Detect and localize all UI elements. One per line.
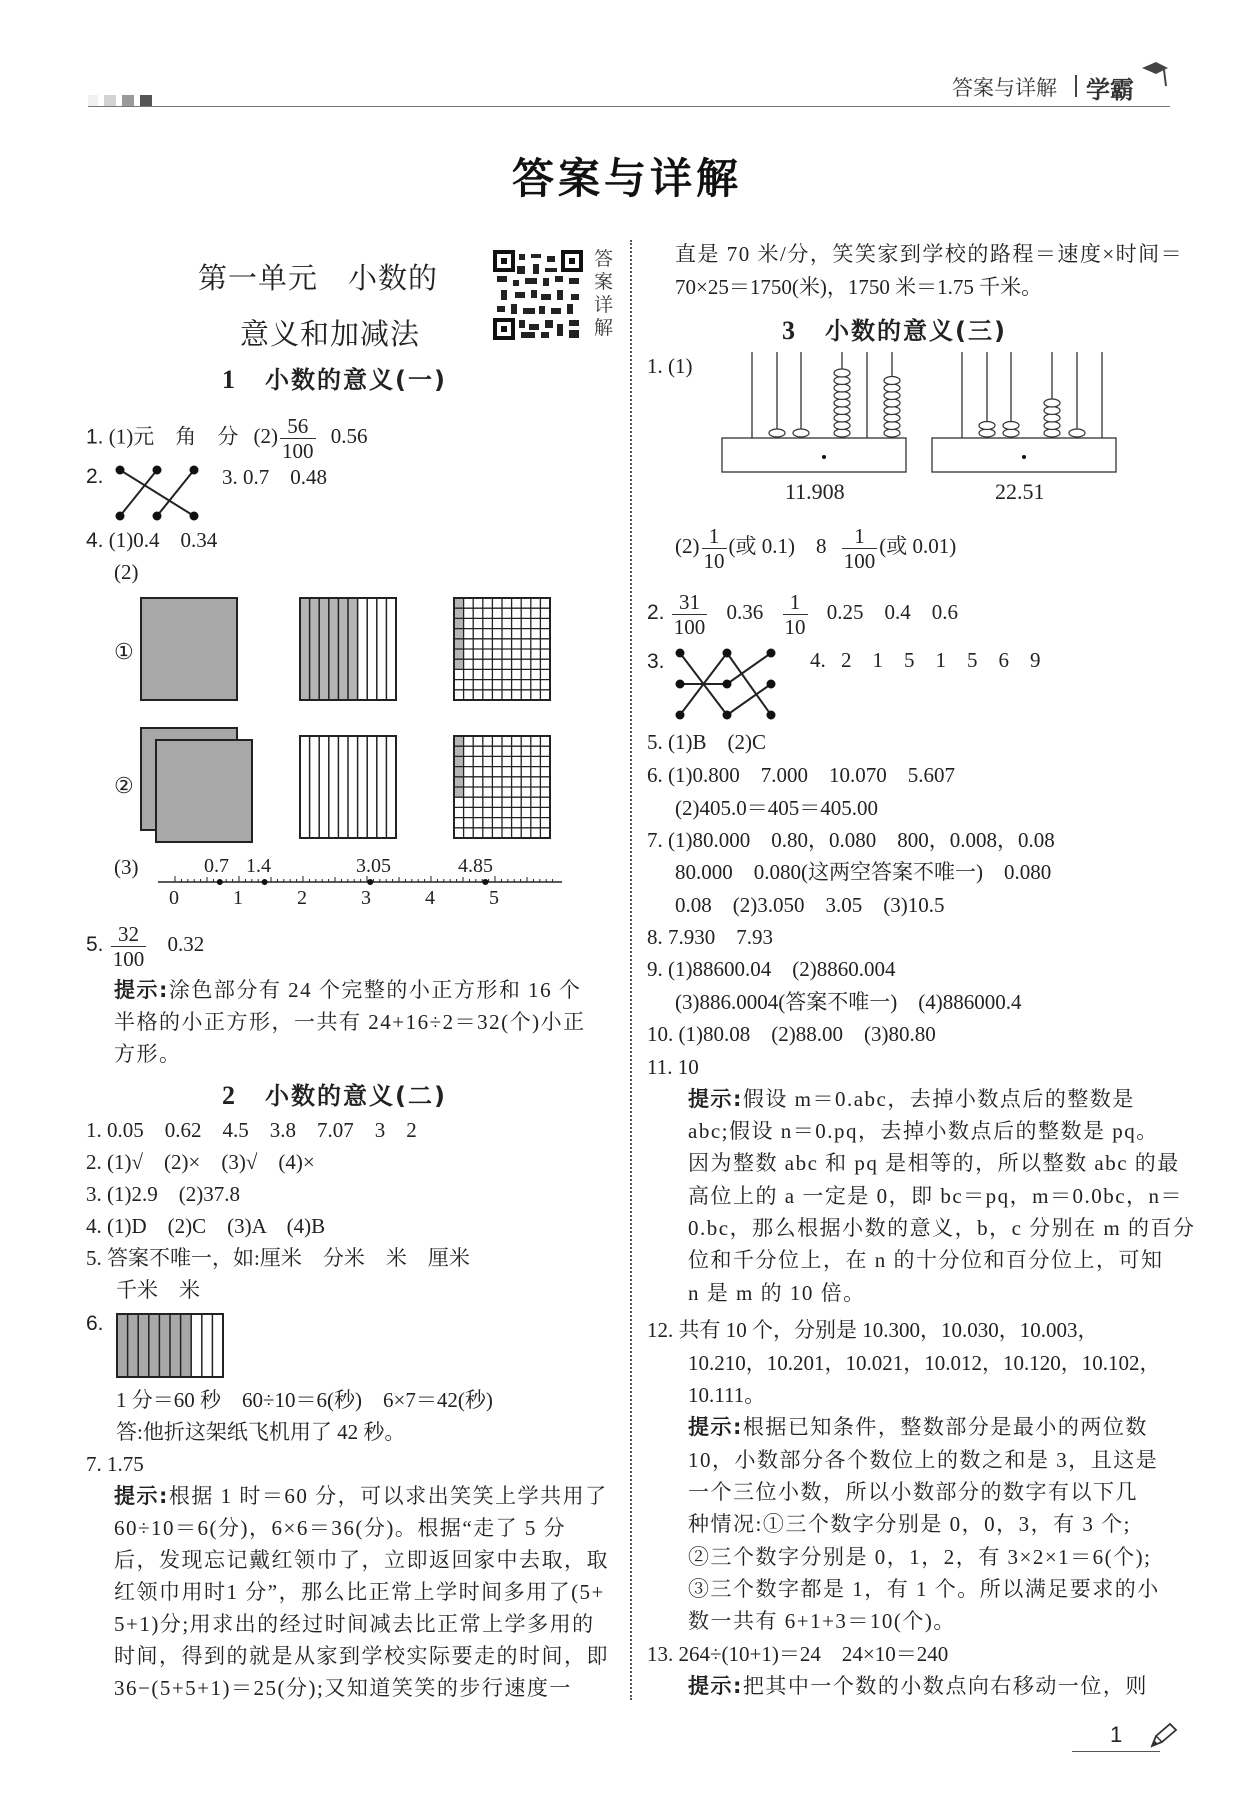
lesson-2-heading: [222, 1076, 447, 1111]
l1-q4-part1: [86, 526, 217, 555]
brand-logo: 学霸: [1086, 76, 1134, 104]
point-label: 1.4: [246, 855, 271, 877]
lesson-title: 小数的意义(二): [265, 1082, 447, 1110]
l3-q4: 4. 2 1 5 1 5 6 9: [810, 648, 1041, 672]
abacus-2-value: 22.51: [995, 479, 1045, 504]
numerator: 1: [842, 524, 878, 549]
l1-q4-part2: (2): [114, 560, 139, 584]
header-separator: [1075, 75, 1077, 97]
hint-text: 根据 1 时＝60 分，可以求出笑笑上学共用了: [168, 1484, 608, 1508]
footer-rule: [1072, 1751, 1160, 1752]
hint-label: 提示:: [114, 978, 169, 1002]
l2-q3: 3. (1)2.9 (2)37.8: [86, 1182, 240, 1206]
l1-q5-hint-2: 半格的小正方形，一共有 24+16÷2＝32(个)小正: [114, 1010, 586, 1034]
answer-text: 0.56: [330, 424, 368, 449]
l3-q12-hint-6: ③三个数字都是 1，有 1 个。所以满足要求的小: [688, 1577, 1160, 1601]
answer-text: (1)元 角 分: [108, 424, 239, 449]
abacus-2: [930, 352, 1120, 474]
point-label: 3.05: [356, 855, 391, 877]
tick-label: 2: [297, 887, 307, 909]
l2-q7-hint-1: [114, 1482, 608, 1510]
page-number: 1: [1110, 1722, 1123, 1747]
l2-q6-line2: 答:他折这架纸飞机用了 42 秒。: [116, 1420, 406, 1444]
l3-q6-line1: 6. (1)0.800 7.000 10.070 5.607: [647, 763, 955, 787]
answer-text: 0.32: [167, 932, 205, 956]
l1-q4-part3: (3): [114, 855, 139, 879]
abacus-1: [720, 352, 910, 474]
lesson-number: 2: [222, 1081, 237, 1110]
tick-label: 0: [169, 887, 179, 909]
l3-q7-line2: 80.000 0.080(这两空答案不唯一) 0.080: [675, 860, 1052, 884]
l3-q11-hint-3: 因为整数 abc 和 pq 是相等的，所以整数 abc 的最: [688, 1151, 1180, 1175]
answer-text: (2): [675, 534, 700, 558]
numerator: 56: [280, 414, 316, 439]
graduation-cap-icon: [1140, 58, 1170, 90]
l3-q2: [647, 586, 958, 639]
l3-q11-hint-4: 高位上的 a 一定是 0，即 bc＝pq，m＝0.0bc，n＝: [688, 1184, 1184, 1208]
denominator: 100: [843, 548, 876, 573]
tenths-bar: [116, 1313, 226, 1379]
unit-title-line1: 第一单元 小数的: [198, 261, 439, 295]
fraction: [672, 590, 708, 639]
numerator: 1: [783, 590, 808, 615]
l3-q12-line2: 10.210，10.201，10.021，10.012，10.120，10.102，: [688, 1351, 1161, 1375]
q-label: 2.: [647, 601, 665, 624]
unit-title-line2: 意义和加减法: [240, 317, 421, 351]
l3-q8: 8. 7.930 7.93: [647, 925, 773, 949]
l3-q5: 5. (1)B (2)C: [647, 730, 766, 754]
l3-q7-line3: 0.08 (2)3.050 3.05 (3)10.5: [675, 893, 945, 917]
denominator: 10: [784, 614, 806, 639]
l2-q7-hint-9: 70×25＝1750(米)，1750 米＝1.75 千米。: [675, 275, 1043, 299]
denominator: 100: [673, 614, 706, 639]
matching-diagram-3x3: [675, 648, 785, 724]
l3-q6-line2: (2)405.0＝405＝405.00: [675, 796, 878, 820]
tick-label: 5: [489, 887, 499, 909]
qr-code: [493, 250, 583, 340]
l3-q11-hint-7: n 是 m 的 10 倍。: [688, 1281, 866, 1305]
page-title: 答案与详解: [512, 154, 743, 203]
l3-q7-line1: 7. (1)80.000 0.80，0.080 800，0.008，0.08: [647, 828, 1055, 852]
header-section-label: 答案与详解: [952, 76, 1057, 100]
qr-caption-char: 答: [594, 248, 614, 270]
l3-q12-hint-1: [688, 1413, 1148, 1441]
l2-q5-line2: 千米 米: [116, 1278, 200, 1302]
qr-caption-char: 解: [594, 317, 614, 339]
l3-q1-part2: [675, 520, 956, 573]
denominator: 100: [112, 946, 145, 971]
l3-q12-line3: 10.111。: [688, 1383, 766, 1407]
l2-q7-hint-2: 60÷10＝6(分)，6×6＝36(分)。根据“走了 5 分: [114, 1516, 567, 1540]
l3-q9-line2: (3)886.0004(答案不唯一) (4)886000.4: [675, 990, 1022, 1014]
q-label: 4.: [86, 529, 104, 552]
l3-q12-line1: 12. 共有 10 个，分别是 10.300，10.030，10.003，: [647, 1318, 1099, 1342]
l2-q1: 1. 0.05 0.62 4.5 3.8 7.07 3 2: [86, 1118, 417, 1142]
hint-text: 把其中一个数的小数点向右移动一位，则: [742, 1674, 1148, 1698]
fraction: [783, 590, 808, 639]
pencil-icon: [1148, 1722, 1178, 1750]
numerator: 31: [672, 590, 708, 615]
point-label: 4.85: [458, 855, 493, 877]
l3-q11-hint-6: 位和千分位上，在 n 的十分位和百分位上，可知: [688, 1248, 1164, 1272]
hint-label: 提示:: [114, 1484, 169, 1508]
header-rule: [88, 106, 1170, 107]
row-label-2: ②: [114, 773, 134, 798]
l1-q1: [86, 414, 368, 463]
l3-q13-hint: [688, 1672, 1148, 1700]
column-divider: [630, 240, 632, 1700]
qr-caption: [594, 248, 616, 340]
hint-label: 提示:: [688, 1415, 743, 1439]
hundredths-grid: [453, 597, 553, 701]
abacus-1-value: 11.908: [785, 479, 845, 504]
hint-label: 提示:: [688, 1087, 743, 1111]
answer-text: (2): [253, 424, 279, 449]
q-label: 1.: [86, 425, 104, 449]
l2-q7-hint-4: 红领巾用时1 分”，那么比正常上学时间多用了(5+: [114, 1580, 605, 1604]
l3-q3-label: 3.: [647, 650, 665, 673]
l1-q5-hint-1: [114, 976, 581, 1004]
tick-label: 1: [233, 887, 243, 909]
l2-q7: 7. 1.75: [86, 1452, 144, 1476]
lesson-number: 1: [222, 365, 237, 394]
l2-q7-hint-7: 36−(5+5+1)＝25(分);又知道笑笑的步行速度一: [114, 1676, 572, 1700]
numerator: 1: [702, 524, 727, 549]
l1-q2-label: 2.: [86, 465, 104, 488]
hint-text: 假设 m＝0.abc，去掉小数点后的整数是: [742, 1087, 1135, 1111]
l2-q7-hint-6: 时间，得到的就是从家到学校实际要走的时间，即: [114, 1644, 609, 1668]
l1-q5: [86, 918, 204, 971]
fraction: [702, 524, 727, 573]
answer-text: (1)0.4 0.34: [108, 528, 218, 552]
l3-q9-line1: 9. (1)88600.04 (2)8860.004: [647, 957, 896, 981]
shaded-whole-square: [140, 597, 240, 701]
l3-q10: 10. (1)80.08 (2)88.00 (3)80.80: [647, 1022, 936, 1046]
l3-q12-hint-5: ②三个数字分别是 0，1，2，有 3×2×1＝6(个);: [688, 1545, 1152, 1569]
tenths-strip-square-empty: [299, 735, 399, 839]
denominator: 10: [703, 548, 725, 573]
l3-q12-hint-7: 数一共有 6+1+3＝10(个)。: [688, 1609, 956, 1633]
hundredths-grid-2: [453, 735, 553, 839]
lesson-1-heading: [222, 360, 447, 395]
matching-diagram: [112, 462, 212, 522]
l3-q11-hint-1: [688, 1085, 1135, 1113]
lesson-title: 小数的意义(一): [265, 366, 447, 394]
row-label-1: ①: [114, 639, 134, 664]
lesson-title: 小数的意义(三): [825, 317, 1007, 345]
answer-text: 0.25 0.4 0.6: [826, 600, 959, 624]
hint-text: 根据已知条件，整数部分是最小的两位数: [742, 1415, 1148, 1439]
header-deco-squares: [88, 92, 152, 111]
l2-q6-line1: 1 分＝60 秒 60÷10＝6(秒) 6×7＝42(秒): [116, 1388, 493, 1412]
l3-q11-hint-5: 0.bc，那么根据小数的意义，b，c 分别在 m 的百分: [688, 1216, 1196, 1240]
l2-q7-hint-5: 5+1)分;用求出的经过时间减去比正常上学多用的: [114, 1612, 595, 1636]
fraction: [842, 524, 878, 573]
fraction: [280, 414, 316, 463]
l2-q5-line1: 5. 答案不唯一，如:厘米 分米 米 厘米: [86, 1246, 470, 1270]
answer-text: 0.36: [726, 600, 764, 624]
l3-q13: 13. 264÷(10+1)＝24 24×10＝240: [647, 1642, 949, 1666]
answer-text: (或 0.01): [879, 534, 957, 558]
l3-q12-hint-3: 一个三位小数，所以小数部分的数字有以下几: [688, 1480, 1138, 1504]
l3-q1-label: 1. (1): [647, 354, 693, 378]
tick-label: 4: [425, 887, 435, 909]
l2-q2: 2. (1)√ (2)× (3)√ (4)×: [86, 1150, 315, 1174]
q-label: 5.: [86, 933, 104, 956]
tenths-strip-square: [299, 597, 399, 701]
l2-q7-hint-8: 直是 70 米/分，笑笑家到学校的路程＝速度×时间＝: [675, 242, 1184, 266]
fraction: [111, 922, 147, 971]
qr-caption-char: 案: [594, 271, 614, 293]
l1-q3: 3. 0.7 0.48: [222, 465, 327, 489]
lesson-3-heading: [782, 311, 1007, 346]
l2-q6-label: 6.: [86, 1312, 104, 1335]
point-label: 0.7: [204, 855, 229, 877]
denominator: 100: [282, 439, 314, 463]
l3-q11-hint-2: abc;假设 n＝0.pq，去掉小数点后的整数是 pq。: [688, 1119, 1159, 1143]
hint-text: 涂色部分有 24 个完整的小正方形和 16 个: [168, 978, 582, 1002]
numerator: 32: [111, 922, 147, 947]
l3-q12-hint-2: 10，小数部分各个数位上的数之和是 3，且这是: [688, 1448, 1159, 1472]
qr-caption-char: 详: [594, 294, 614, 316]
shaded-two-squares: [140, 727, 258, 845]
hint-label: 提示:: [688, 1674, 743, 1698]
l3-q11: 11. 10: [647, 1055, 699, 1079]
answer-text: (或 0.1) 8: [728, 534, 827, 558]
l3-q12-hint-4: 种情况:①三个数字分别是 0，0，3，有 3 个;: [688, 1512, 1131, 1536]
tick-label: 3: [361, 887, 371, 909]
l2-q7-hint-3: 后，发现忘记戴红领巾了，立即返回家中去取，取: [114, 1548, 609, 1572]
l2-q4: 4. (1)D (2)C (3)A (4)B: [86, 1214, 326, 1238]
lesson-number: 3: [782, 316, 797, 345]
l1-q5-hint-3: 方形。: [114, 1042, 182, 1066]
